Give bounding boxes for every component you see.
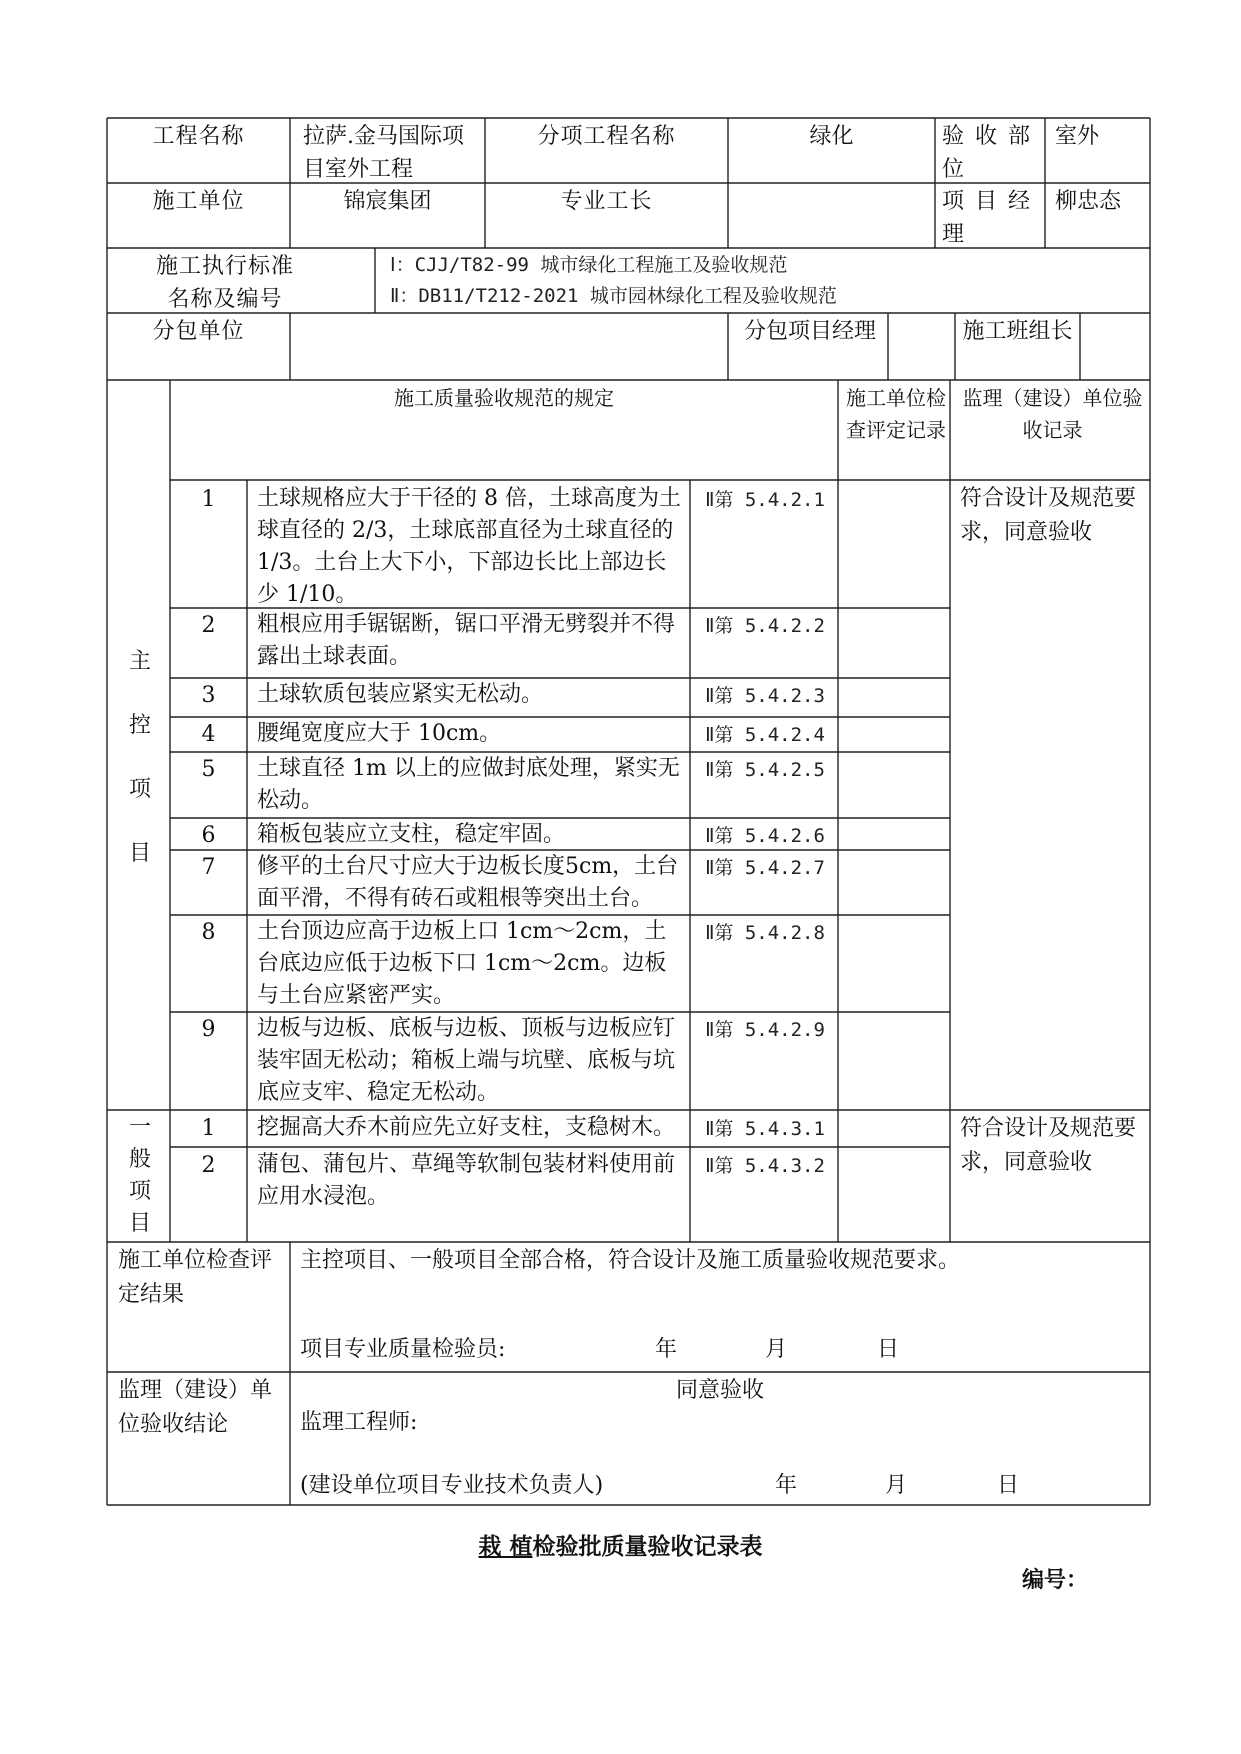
form-title-underlined: 栽 植	[478, 1533, 533, 1560]
main-item-reference: Ⅱ第 5.4.2.9	[705, 1019, 825, 1041]
standard-1: Ⅰ：CJJ/T82-99 城市绿化工程施工及验收规范	[390, 254, 788, 276]
owner-technical-lead-label: (建设单位项目专业技术负责人)	[300, 1473, 604, 1498]
supervision-result-text: 同意验收	[675, 1378, 764, 1403]
spec-column-header: 施工质量验收规范的规定	[394, 386, 614, 410]
main-item-text: 土台顶边应高于边板上口 1cm～2cm，土台底边应低于边板下口 1cm～2cm。边板与土台应紧密严实。	[257, 919, 667, 1008]
project-name-value: 拉萨.金马国际项目室外工程	[303, 124, 464, 182]
contractor-year: 年	[655, 1337, 678, 1362]
main-item-reference: Ⅱ第 5.4.2.7	[705, 857, 825, 879]
main-item-number: 6	[201, 823, 216, 848]
main-item-number: 8	[201, 920, 216, 945]
main-item-reference: Ⅱ第 5.4.2.8	[705, 922, 825, 944]
supervision-day: 日	[997, 1473, 1020, 1498]
general-result: 符合设计及规范要求，同意验收	[960, 1116, 1137, 1175]
contractor-result-label: 施工单位检查评定结果	[118, 1248, 273, 1307]
acceptance-part-label: 验 收 部位	[942, 124, 1032, 182]
check-column-header: 施工单位检查评定记录	[846, 386, 946, 442]
main-item-text: 土球规格应大于干径的 8 倍，土球高度为土球直径的 2/3，土球底部直径为土球直径的 1/3。土台上大下小，下部边长比上部边长少 1/10。	[257, 486, 681, 607]
main-item-number: 4	[201, 722, 216, 747]
general-item-reference: Ⅱ第 5.4.3.2	[705, 1155, 825, 1177]
main-item-number: 1	[201, 487, 216, 512]
main-item-reference: Ⅱ第 5.4.2.5	[705, 759, 825, 781]
team-leader-label: 施工班组长	[962, 319, 1073, 344]
general-item-number: 1	[201, 1116, 216, 1141]
general-item-number: 2	[201, 1153, 216, 1178]
standard-2: Ⅱ：DB11/T212-2021 城市园林绿化工程及验收规范	[390, 285, 837, 307]
standard-label: 施工执行标准名称及编号	[155, 254, 294, 312]
main-item-reference: Ⅱ第 5.4.2.3	[705, 685, 825, 707]
contractor-month: 月	[765, 1337, 788, 1362]
supervision-month: 月	[885, 1473, 908, 1498]
main-item-number: 7	[201, 855, 216, 880]
sub-manager-label: 分包项目经理	[743, 319, 876, 344]
main-item-reference: Ⅱ第 5.4.2.1	[705, 489, 825, 511]
form-title-rest: 检验批质量验收记录表	[532, 1533, 763, 1560]
supervision-column-header: 监理（建设）单位验收记录	[962, 386, 1143, 442]
main-item-text: 土球软质包装应紧实无松动。	[257, 682, 544, 707]
manager-value: 柳忠态	[1055, 189, 1122, 214]
supervision-year: 年	[775, 1473, 798, 1498]
main-control-label: 主控项目	[128, 649, 151, 866]
main-item-number: 9	[201, 1017, 216, 1042]
main-item-text: 腰绳宽度应大于 10cm。	[257, 721, 502, 746]
contractor-value: 锦宸集团	[343, 189, 432, 214]
acceptance-part-value: 室外	[1055, 124, 1100, 149]
main-item-number: 5	[201, 757, 216, 782]
main-item-number: 2	[201, 613, 216, 638]
main-control-result: 符合设计及规范要求，同意验收	[960, 486, 1137, 545]
subitem-label: 分项工程名称	[537, 124, 676, 149]
quality-inspector-label: 项目专业质量检验员:	[300, 1337, 506, 1362]
subitem-value: 绿化	[809, 124, 854, 149]
foreman-label: 专业工长	[560, 189, 653, 214]
contractor-result-text: 主控项目、一般项目全部合格，符合设计及施工质量验收规范要求。	[300, 1248, 961, 1273]
main-item-text: 箱板包装应立支柱，稳定牢固。	[257, 822, 566, 847]
main-item-reference: Ⅱ第 5.4.2.2	[705, 615, 825, 637]
main-item-reference: Ⅱ第 5.4.2.6	[705, 825, 825, 847]
main-item-text: 修平的土台尺寸应大于边板长度5cm，土台面平滑，不得有砖石或粗根等突出土台。	[257, 854, 679, 911]
main-item-text: 边板与边板、底板与边板、顶板与边板应钉装牢固无松动；箱板上端与坑壁、底板与坑底应支牢、稳定无松动。	[257, 1016, 676, 1105]
general-item-text: 蒲包、蒲包片、草绳等软制包装材料使用前应用水浸泡。	[257, 1152, 676, 1209]
manager-label: 项 目 经理	[942, 189, 1032, 247]
main-item-text: 粗根应用手锯锯断，锯口平滑无劈裂并不得露出土球表面。	[257, 612, 676, 669]
supervision-engineer-label: 监理工程师:	[300, 1410, 418, 1435]
supervision-result-label: 监理（建设）单位验收结论	[118, 1378, 273, 1437]
main-item-text: 土球直径 1m 以上的应做封底处理，紧实无松动。	[257, 756, 680, 813]
general-item-text: 挖掘高大乔木前应先立好支柱，支稳树木。	[257, 1115, 676, 1140]
general-item-reference: Ⅱ第 5.4.3.1	[705, 1118, 825, 1140]
project-name-label: 工程名称	[152, 124, 245, 149]
form-number-label: 编号：	[1022, 1567, 1089, 1593]
general-items-label: 一般项目	[128, 1115, 151, 1236]
contractor-label: 施工单位	[152, 189, 245, 214]
main-item-reference: Ⅱ第 5.4.2.4	[705, 724, 825, 746]
form-title	[0, 1530, 1241, 1563]
subcontractor-label: 分包单位	[152, 319, 245, 344]
contractor-day: 日	[877, 1337, 900, 1362]
main-item-number: 3	[201, 683, 216, 708]
